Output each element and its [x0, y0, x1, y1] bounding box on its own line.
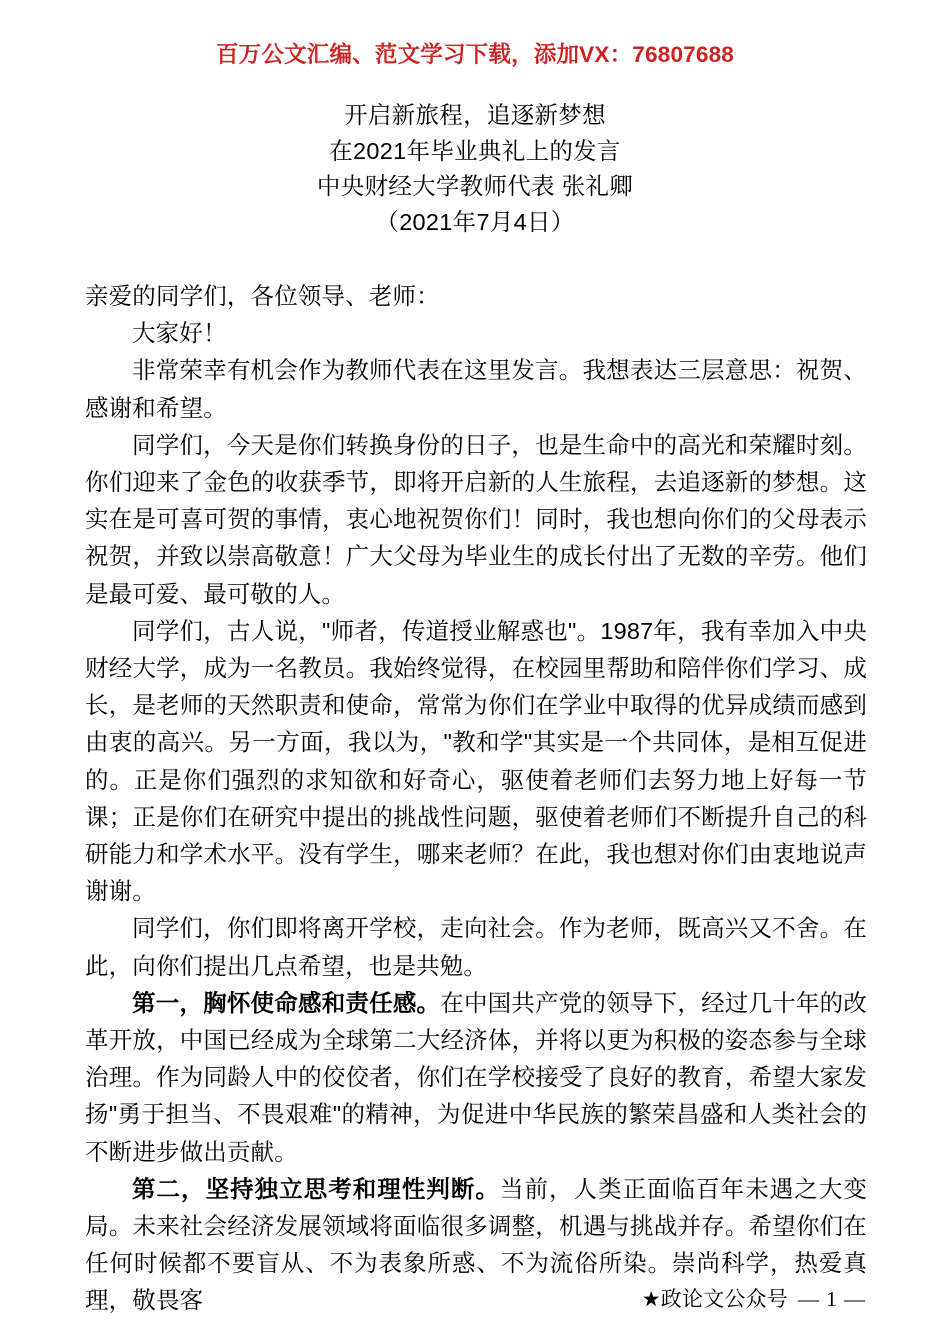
title-line-speaker: 中央财经大学教师代表 张礼卿	[316, 173, 634, 199]
section-first	[85, 985, 867, 1171]
paragraph-intro: 非常荣幸有机会作为教师代表在这里发言。我想表达三层意思：祝贺、感谢和希望。	[85, 357, 867, 421]
section-second-heading: 第二，坚持独立思考和理性判断。	[132, 1175, 500, 1202]
paragraph-greeting: 大家好！	[132, 320, 227, 347]
title-block	[0, 98, 950, 240]
paragraph-farewell: 同学们，你们即将离开学校，走向社会。作为老师，既高兴又不舍。在此，向你们提出几点希望，也是共勉。	[85, 915, 867, 979]
section-first-heading: 第一，胸怀使命感和责任感。	[132, 989, 441, 1016]
footer-inner	[642, 1284, 866, 1315]
paragraph-teaching: 同学们，古人说，"师者，传道授业解惑也"。1987年，我有幸加入中央财经大学，成为一名教员。我始终觉得，在校园里帮助和陪伴你们学习、成长，是老师的天然职责和使命，常常为你们在学业中取得的优异成绩而感到由衷的高兴。另一方面，我以为，"教和学"其实是一个共同体，是相互促进的。正是你们强烈的求知欲和好奇心，驱使着老师们去努力地上好每一节课；正是你们在研究中提出的挑战性问题，驱使着老师们不断提升自己的科研能力和学术水平。没有学生，哪来老师？在此，我也想对你们由衷地说声谢谢。	[85, 617, 867, 905]
section-first-text: 在中国共产党的领导下，经过几十年的改革开放，中国已经成为全球第二大经济体，并将以更为积极的姿态参与全球治理。作为同龄人中的佼佼者，你们在学校接受了良好的教育，希望大家发扬"勇于担当、不畏艰难"的精神，为促进中华民族的繁荣昌盛和人类社会的不断进步做出贡献。	[85, 989, 867, 1165]
title-line-occasion: 在2021年毕业典礼上的发言	[329, 137, 621, 164]
paragraph-congratulations: 同学们，今天是你们转换身份的日子，也是生命中的高光和荣耀时刻。你们迎来了金色的收获季节，即将开启新的人生旅程，去追逐新的梦想。这实在是可喜可贺的事情，衷心地祝贺你们！同时，我也想向你们的父母表示祝贺，并致以崇高敬意！广大父母为毕业生的成长付出了无数的辛劳。他们是最可爱、最可敬的人。	[85, 431, 867, 607]
title-line-main: 开启新旅程，追逐新梦想	[344, 102, 606, 128]
document-body	[85, 278, 867, 1320]
title-line-date: （2021年7月4日）	[375, 208, 575, 235]
page-number: — 1 —	[798, 1287, 866, 1311]
section-second-text: 当前，人类正面临百年未遇之大变局。未来社会经济发展领域将面临很多调整，机遇与挑战并存。希望你们在任何时候都不要盲从、不为表象所惑、不为流俗所染。崇尚科学，热爱真理，敬畏客	[85, 1175, 868, 1314]
publisher-mark: ★政论文公众号	[641, 1288, 788, 1311]
promo-banner-text: 百万公文汇编、范文学习下载，添加VX：76807688	[215, 42, 735, 67]
salutation: 亲爱的同学们，各位领导、老师：	[85, 283, 440, 309]
